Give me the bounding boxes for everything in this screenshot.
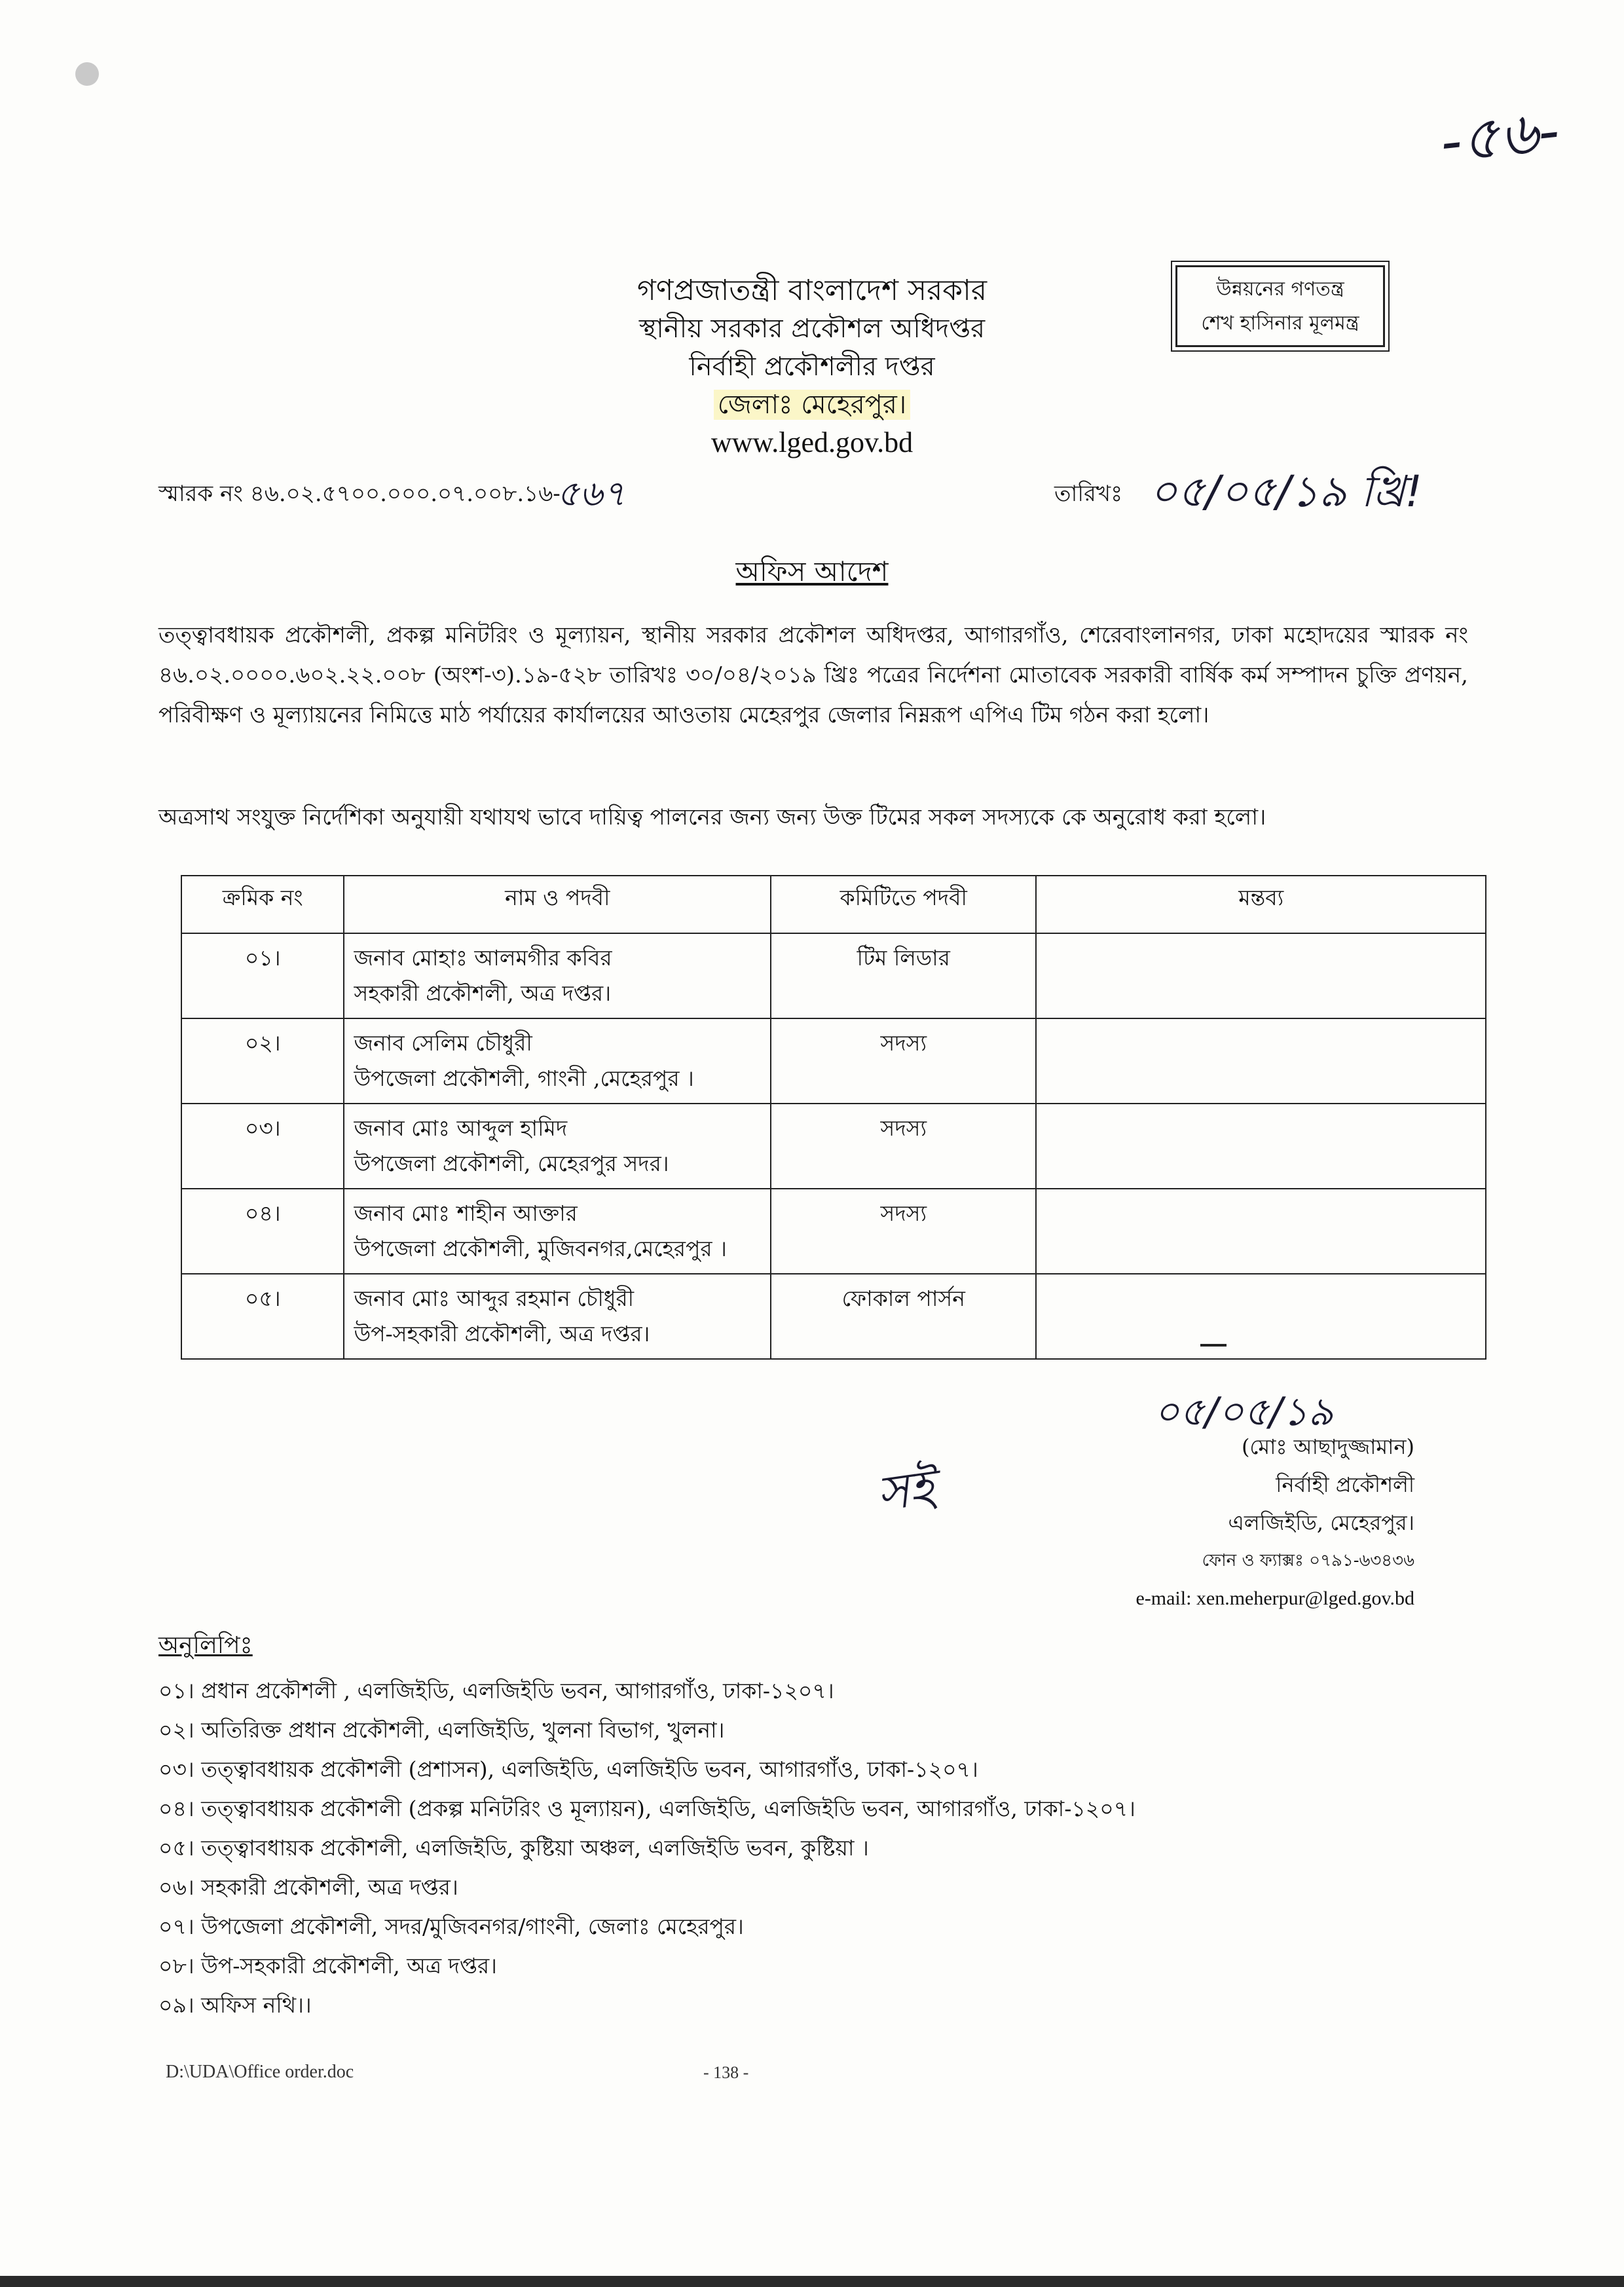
slogan-box [1175,265,1385,347]
list-item: ০৩। তত্ত্বাবধায়ক প্রকৌশলী (প্রশাসন), এলজিইডি, এলজিইডি ভবন, আগারগাঁও, ঢাকা-১২০৭। [158,1757,978,1782]
cell-role: ফোকাল পার্সন [771,1274,1036,1359]
member-designation: উপ-সহকারী প্রকৌশলী, অত্র দপ্তর। [354,1321,650,1347]
cell-serial: ০৪। [181,1189,344,1274]
handwritten-initials: সই [873,1459,938,1523]
cell-name [344,1018,771,1104]
member-name: জনাব সেলিম চৌধুরী [354,1030,532,1056]
cell-serial: ০৫। [181,1274,344,1359]
member-name: জনাব মোঃ আব্দুর রহমান চৌধুরী [354,1286,635,1311]
cell-serial: ০১। [181,933,344,1018]
cell-remarks [1036,1018,1486,1104]
table-row [181,1274,1486,1359]
district-name: জেলাঃ মেহেরপুর। [714,390,910,420]
cell-role: টিম লিডার [771,933,1036,1018]
member-name: জনাব মোহাঃ আলমগীর কবির [354,945,612,971]
list-item: ০৭। উপজেলা প্রকৌশলী, সদর/মুজিবনগর/গাংনী, জেলাঃ মেহেরপুর। [158,1914,744,1939]
copy-to-list [158,1671,1135,2025]
cell-remarks [1036,933,1486,1018]
member-designation: উপজেলা প্রকৌশলী, মুজিবনগর,মেহেরপুর । [354,1236,727,1261]
handwritten-page-mark: -৫৬- [1437,96,1563,177]
document-title: অফিস আদেশ [735,555,889,587]
punch-hole [75,62,99,86]
cell-name [344,1104,771,1189]
office-name: নির্বাহী প্রকৌশলীর দপ্তর [689,352,935,382]
cell-serial: ০২। [181,1018,344,1104]
table-row [181,1104,1486,1189]
slogan-line-2: শেখ হাসিনার মূলমন্ত্র [1201,312,1359,335]
table-header-row [181,876,1486,933]
website-link[interactable]: www.lged.gov.bd [710,426,913,458]
department-name: স্থানীয় সরকার প্রকৌশল অধিদপ্তর [638,314,986,344]
cell-role: সদস্য [771,1104,1036,1189]
date-label: তারিখঃ [1054,481,1123,507]
cell-serial: ০৩। [181,1104,344,1189]
scan-edge [0,2276,1624,2287]
signatory-name: (মোঃ আছাদুজ্জামান) [1241,1434,1414,1459]
memo-handwritten-number: ৫৬৭ [557,473,626,514]
signature-block [1074,1428,1414,1618]
page-number: - 138 - [703,2063,749,2082]
member-name: জনাব মোঃ শাহীন আক্তার [354,1200,578,1226]
table-row [181,933,1486,1018]
handwritten-signature: ০৫/০৫/১৯ [1154,1389,1334,1435]
table-row [181,1018,1486,1104]
list-item: ০৮। উপ-সহকারী প্রকৌশলী, অত্র দপ্তর। [158,1953,497,1979]
cell-remarks [1036,1274,1486,1359]
list-item: ০৪। তত্ত্বাবধায়ক প্রকৌশলী (প্রকল্প মনিটরিং ও মূল্যায়ন), এলজিইডি, এলজিইডি ভবন, আগারগাঁও, ঢাকা-১২০৭। [158,1796,1135,1821]
table-row [181,1189,1486,1274]
team-members-table [181,875,1486,1360]
signatory-title: নির্বাহী প্রকৌশলী [1276,1472,1414,1497]
cell-remarks [1036,1189,1486,1274]
member-designation: সহকারী প্রকৌশলী, অত্র দপ্তর। [354,980,612,1006]
list-item: ০৫। তত্ত্বাবধায়ক প্রকৌশলী, এলজিইডি, কুষ্টিয়া অঞ্চল, এলজিইডি ভবন, কুষ্টিয়া । [158,1835,869,1861]
request-line: অত্রসাথ সংযুক্ত নির্দেশিকা অনুযায়ী যথাযথ ভাবে দায়িত্ব পালনের জন্য জন্য উক্ত টিমের সকল সদস্যকে কে অনুরোধ করা হলো। [158,804,1266,830]
header-serial: ক্রমিক নং [181,876,344,933]
copy-to-title: অনুলিপিঃ [158,1632,253,1659]
cell-name [344,1274,771,1359]
member-designation: উপজেলা প্রকৌশলী, মেহেরপুর সদর। [354,1151,669,1176]
list-item: ০৯। অফিস নথি।। [158,1992,312,2018]
list-item: ০২। অতিরিক্ত প্রধান প্রকৌশলী, এলজিইডি, খুলনা বিভাগ, খুলনা। [158,1717,725,1743]
file-path: D:\UDA\Office order.doc [166,2062,354,2082]
govt-name: গণপ্রজাতন্ত্রী বাংলাদেশ সরকার [637,274,987,307]
member-name: জনাব মোঃ আব্দুল হামিদ [354,1115,568,1141]
cell-role: সদস্য [771,1018,1036,1104]
order-body: তত্ত্বাবধায়ক প্রকৌশলী, প্রকল্প মনিটরিং ও মূল্যায়ন, স্থানীয় সরকার প্রকৌশল অধিদপ্তর, আগারগাঁও, শেরেবাংলানগর, ঢাকা মহোদয়ের স্মারক নং ৪৬.০২.০০০০.৬০২.২২.০০৮ (অংশ-৩).১৯-৫২৮ তারিখঃ ৩০/০৪/২০১৯ খ্রিঃ পত্রের নির্দেশনা মোতাবেক সরকারী বার্ষিক কর্ম সম্পাদন চুক্তি প্রণয়ন, পরিবীক্ষণ ও মূল্যায়নের নিমিত্তে মাঠ পর্যায়ের কার্যালয়ের আওতায় মেহেরপুর জেলার নিম্নরূপ এপিএ টিম গঠন করা হলো। [158,622,1468,728]
memo-number: স্মারক নং ৪৬.০২.৫৭০০.০০০.০৭.০০৮.১৬- [158,481,561,507]
cell-role: সদস্য [771,1189,1036,1274]
header-role: কমিটিতে পদবী [771,876,1036,933]
signature-dash [1200,1344,1227,1347]
header-remarks: মন্তব্য [1036,876,1486,933]
slogan-line-1: উন্নয়নের গণতন্ত্র [1216,278,1344,301]
header-name: নাম ও পদবী [344,876,771,933]
list-item: ০৬। সহকারী প্রকৌশলী, অত্র দপ্তর। [158,1874,458,1900]
cell-name [344,933,771,1018]
signatory-office: এলজিইডি, মেহেরপুর। [1228,1510,1414,1535]
member-designation: উপজেলা প্রকৌশলী, গাংনী ,মেহেরপুর । [354,1066,694,1091]
cell-remarks [1036,1104,1486,1189]
signatory-email[interactable]: e-mail: xen.meherpur@lged.gov.bd [1135,1588,1414,1609]
signatory-phone: ফোন ও ফ্যাক্সঃ ০৭৯১-৬৩৪৩৬ [1202,1551,1414,1571]
list-item: ০১। প্রধান প্রকৌশলী , এলজিইডি, এলজিইডি ভবন, আগারগাঁও, ঢাকা-১২০৭। [158,1678,834,1703]
handwritten-date: ০৫/০৫/১৯ খ্রি! [1149,466,1423,517]
cell-name [344,1189,771,1274]
document-title-wrap [0,550,1624,597]
